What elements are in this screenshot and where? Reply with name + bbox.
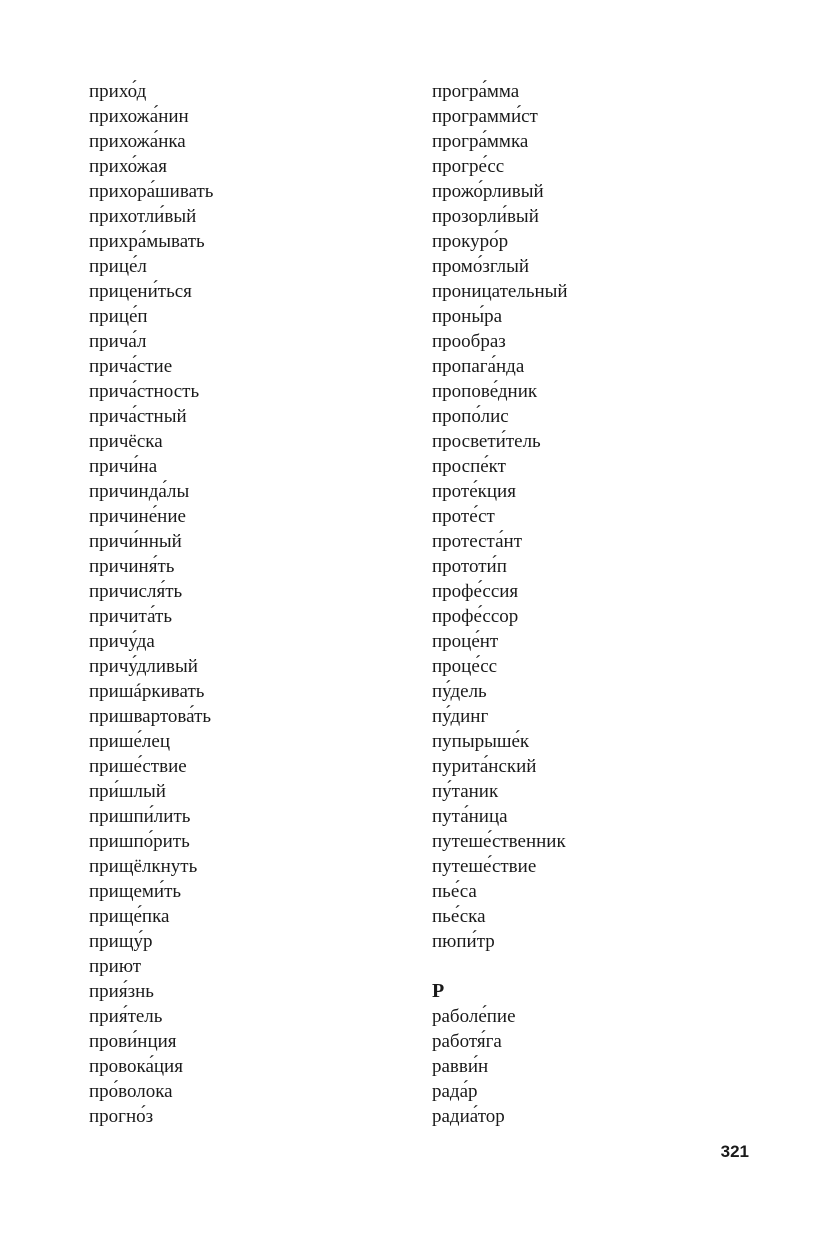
word-entry: пу́таник (432, 781, 499, 802)
word-entry: промо́зглый (432, 256, 530, 277)
word-entry: приют (89, 956, 142, 977)
word-entry: рада́р (432, 1081, 478, 1102)
word-entry: причине́ние (89, 506, 186, 527)
word-entry: проте́кция (432, 481, 516, 502)
left-word-column (89, 79, 389, 1129)
word-entry: пье́ска (432, 906, 486, 927)
word-entry: прозорли́вый (432, 206, 539, 227)
word-entry: протеста́нт (432, 531, 522, 552)
word-entry: равви́н (432, 1056, 489, 1077)
word-entry: прокуро́р (432, 231, 509, 252)
word-entry: причу́дливый (89, 656, 198, 677)
word-entry: прихотли́вый (89, 206, 197, 227)
word-entry: прия́знь (89, 981, 154, 1002)
word-entry: раболе́пие (432, 1006, 516, 1027)
word-entry: просвети́тель (432, 431, 541, 452)
word-entry: прихожа́нин (89, 106, 189, 127)
word-entry: програ́мма (432, 81, 520, 102)
word-entry: пропове́дник (432, 381, 538, 402)
word-entry: причинда́лы (89, 481, 190, 502)
word-entry: програ́ммка (432, 131, 529, 152)
word-entry: причи́нный (89, 531, 182, 552)
word-entry: пришвартова́ть (89, 706, 212, 727)
word-entry: прогре́сс (432, 156, 505, 177)
word-entry: прище́пка (89, 906, 170, 927)
section-spacer (432, 954, 762, 979)
word-entry: прихора́шивать (89, 181, 214, 202)
word-entry: проце́сс (432, 656, 498, 677)
section-letter-heading: Р (432, 980, 445, 1002)
word-entry: пута́ница (432, 806, 508, 827)
word-entry: прице́л (89, 256, 147, 277)
word-entry: прихожа́нка (89, 131, 186, 152)
word-entry: прожо́рливый (432, 181, 544, 202)
word-entry: пу́дель (432, 681, 487, 702)
word-entry: пюпи́тр (432, 931, 495, 952)
word-entry: пропо́лис (432, 406, 509, 427)
word-entry: прия́тель (89, 1006, 163, 1027)
word-entry: пупырыше́к (432, 731, 530, 752)
word-entry: причёска (89, 431, 163, 452)
word-entry: прови́нция (89, 1031, 177, 1052)
word-entry: прича́стный (89, 406, 187, 427)
word-entry: программи́ст (432, 106, 538, 127)
word-entry: работя́га (432, 1031, 502, 1052)
word-entry: прича́л (89, 331, 147, 352)
word-entry: прице́п (89, 306, 148, 327)
word-entry: пропага́нда (432, 356, 525, 377)
word-entry: проницательный (432, 281, 568, 302)
word-entry: прищу́р (89, 931, 153, 952)
word-entry: прицени́ться (89, 281, 192, 302)
word-entry: причисля́ть (89, 581, 183, 602)
word-entry: пу́динг (432, 706, 489, 727)
word-entry: прищёлкнуть (89, 856, 198, 877)
word-entry: прише́лец (89, 731, 170, 752)
word-entry: прича́стность (89, 381, 200, 402)
word-entry: при́шлый (89, 781, 166, 802)
word-entry: причита́ть (89, 606, 173, 627)
word-entry: прихо́д (89, 81, 147, 102)
word-entry: провока́ция (89, 1056, 183, 1077)
word-entry: профе́ссор (432, 606, 519, 627)
word-entry: причу́да (89, 631, 155, 652)
word-entry: профе́ссия (432, 581, 519, 602)
word-entry: прихо́жая (89, 156, 167, 177)
word-entry: пурита́нский (432, 756, 537, 777)
word-entry: проце́нт (432, 631, 499, 652)
word-entry: пье́са (432, 881, 477, 902)
word-entry: путеше́ственник (432, 831, 566, 852)
word-entry: проте́ст (432, 506, 495, 527)
word-entry: прихра́мывать (89, 231, 205, 252)
word-entry: прототи́п (432, 556, 507, 577)
word-entry: причи́на (89, 456, 158, 477)
word-entry: путеше́ствие (432, 856, 537, 877)
word-entry: прищеми́ть (89, 881, 182, 902)
word-entry: причиня́ть (89, 556, 175, 577)
word-entry: пришпо́рить (89, 831, 190, 852)
word-entry: про́волока (89, 1081, 173, 1102)
word-entry: прише́ствие (89, 756, 187, 777)
word-entry: прича́стие (89, 356, 173, 377)
word-entry: пришпи́лить (89, 806, 191, 827)
word-entry: прогно́з (89, 1106, 154, 1127)
word-entry: прообраз (432, 331, 506, 352)
word-entry: проспе́кт (432, 456, 506, 477)
word-entry: пришáркивать (89, 681, 205, 702)
page-number: 321 (720, 1142, 749, 1161)
right-word-column (432, 79, 762, 1129)
word-entry: проны́ра (432, 306, 503, 327)
word-entry: радиа́тор (432, 1106, 505, 1127)
